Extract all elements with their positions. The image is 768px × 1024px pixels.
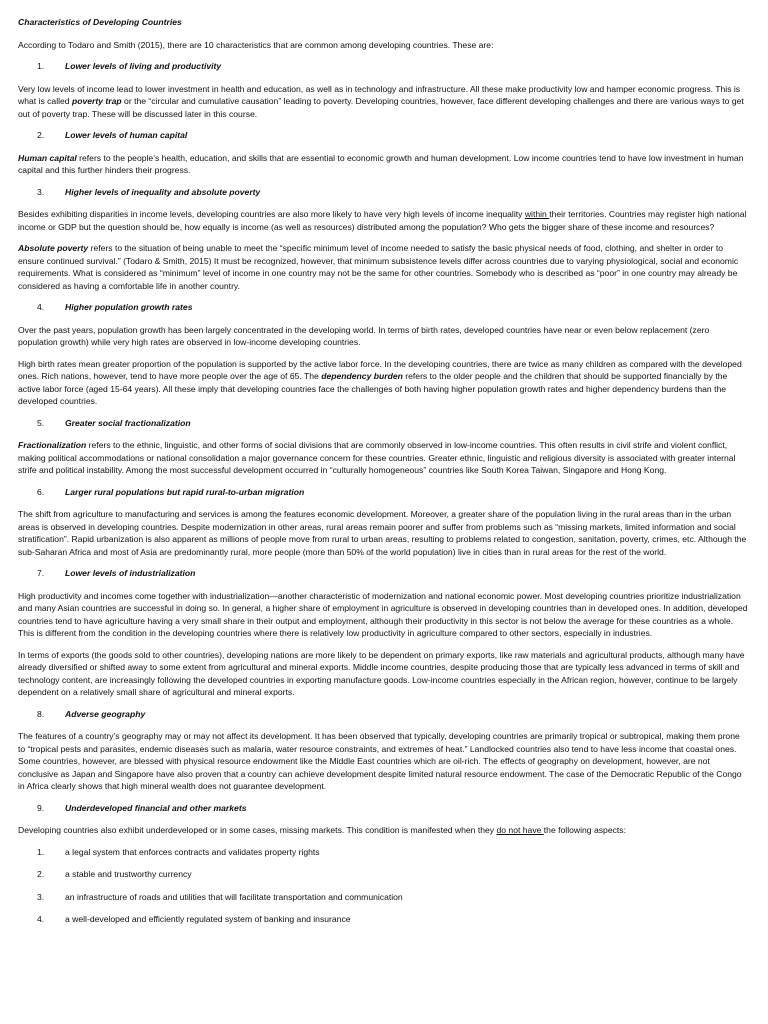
section-9-paragraph: Developing countries also exhibit underdeveloped or in some cases, missing markets. This condition is manifested when they do not have the following aspects: xyxy=(18,825,626,835)
section-heading-1: 1. Lower levels of living and productivity xyxy=(37,61,222,71)
section-7-paragraph-2: In terms of exports (the goods sold to other countries), developing nations are more likely to be dependent on primary exports, like raw materials and agricultural products, although many have already diversified or shifted away to some extent from agricultural and mineral exports. Middle income countries, despite producing those that are typically less advanced in terms of skill and technology content, are increasingly following the developed countries in exporting manufacture goods. Low-income countries especially in the African region, however, continue to be largely dependent on a relatively small share of agricultural and mineral exports. xyxy=(18,649,745,697)
section-5-paragraph: Fractionalization refers to the ethnic, linguistic, and other forms of social divisions that are commonly observed in low-income countries. This often results in civil strife and violent conflict, making political accommodations or national consolidation a major governance concern for these countries. Greater ethnic, linguistic and religious diversity is associated with greater internal strife and political instability. Among the most successful development occurred in “culturally homogeneous” countries like South Korea Taiwan, Singapore and Hong Kong. xyxy=(18,440,736,475)
section-heading-8: 8. Adverse geography xyxy=(37,708,146,719)
section-4-paragraph-1: Over the past years, population growth has been largely concentrated in the developing world. In terms of birth rates, developed countries have near or even below replacement (zero population growth) while very high rates are observed in low-income developing countries. xyxy=(18,324,710,347)
section-1-paragraph: Very low levels of income lead to lower investment in health and education, as well as in technology and infrastructure. All these make productivity low and hamper economic progress. This is what is called poverty trap or the “circular and cumulative causation” leading to poverty. Developing countries, however, face different developing challenges and there are various ways to get out of poverty trap. These will be discussed later in this course. xyxy=(18,83,744,119)
section-heading-2: 2. Lower levels of human capital xyxy=(37,130,188,140)
section-heading-7: 7. Lower levels of industrialization xyxy=(37,568,196,578)
list-item: 2. a stable and trustworthy currency xyxy=(37,869,192,879)
section-heading-4: 4. Higher population growth rates xyxy=(37,302,193,312)
list-item: 3. an infrastructure of roads and utilities that will facilitate transportation and communication xyxy=(37,891,403,902)
section-heading-6: 6. Larger rural populations but rapid rural-to-urban migration xyxy=(37,486,305,497)
section-3-paragraph-1: Besides exhibiting disparities in income levels, developing countries are also more likely to have very high levels of income inequality within their territories. Countries may register high national income or GDP but the question should be, how equally is income (as well as resources) distributed among the population? Who gets the bigger share of these income and resources? xyxy=(18,209,747,232)
intro-paragraph: According to Todaro and Smith (2015), there are 10 characteristics that are common among developing countries. These are: xyxy=(18,39,494,50)
document xyxy=(18,16,748,936)
list-item: 4. a well-developed and efficiently regulated system of banking and insurance xyxy=(37,914,351,924)
page-title: Characteristics of Developing Countries xyxy=(18,17,182,27)
section-heading-3: 3. Higher levels of inequality and absolute poverty xyxy=(37,186,261,197)
section-3-paragraph-2: Absolute poverty refers to the situation of being unable to meet the “specific minimum level of income needed to satisfy the basic physical needs of food, clothing, and shelter in order to ensure continued survival.” (Todaro & Smith, 2015) It must be recognized, however, that minimum subsistence levels differ across countries due to varying physiological, social and economic requirements. What is considered as “minimum” level of income in one country may not be the same for other countries. Somebody who is described as “poor” in one country may already be considered as having a comfortable life in another country. xyxy=(18,243,739,291)
section-7-paragraph-1: High productivity and incomes come together with industrialization—another characteristic of modernization and national economic power. Most developing countries prioritize industrialization and many Asian countries are successful in doing so. In general, a higher share of employment in agriculture is observed in developing countries than in developed ones. In addition, developed countries tend to have agriculture having a very small share in their output and employment, although their productivity in this sector is not below the average for these countries as a whole. This is different from the condition in the developing countries where there is relatively low productivity in agriculture compared to other sectors, especially in industries. xyxy=(18,590,748,638)
list-item: 1. a legal system that enforces contracts and validates property rights xyxy=(37,846,320,857)
section-8-paragraph: The features of a country’s geography may or may not affect its development. It has been observed that typically, developing countries are primarily tropical or subtropical, making them prone to “tropical pests and parasites, endemic diseases such as malaria, water resource constraints, and extremes of heat.” Landlocked countries also tend to have less income that coastal ones. Some countries, however, are blessed with physical resource endowment like the Middle East countries which are oil-rich. The effects of geography on development, however, are not conclusive as Japan and Singapore have also proven that a country can achieve development despite limited natural resource endowment. The case of the Democratic Republic of the Congo in Africa clearly shows that high mineral wealth does not guarantee development. xyxy=(18,731,742,791)
section-heading-5: 5. Greater social fractionalization xyxy=(37,417,191,428)
section-6-paragraph: The shift from agriculture to manufacturing and services is among the features economic development. Moreover, a greater share of the population living in the rural areas than in the urban areas is observed in developing countries. Despite modernization in other areas, rural areas remain poorer and suffer from problems such as “missing markets, limited information and social stratification”. Rapid urbanization is also apparent as millions of people move from rural to urban areas, resulting to problems related to congestion, sanitation, poverty, crimes, etc. Although the sub-Saharan Africa and most of Asia are predominantly rural, more people (more than 50% of the world population) live in cities than in rural areas for the rest of the world. xyxy=(18,509,747,557)
section-heading-9: 9. Underdeveloped financial and other markets xyxy=(37,802,247,813)
section-4-paragraph-2: High birth rates mean greater proportion of the population is supported by the active labor force. In the developing countries, there are twice as many children as compared with the developed ones. Rich nations, however, tend to have more people over the age of 65. The dependency burden refers to the older people and the children that should be supported financially by the active labor force (aged 15-64 years). All these imply that developing countries face the challenges of both having higher population growth rates and higher dependency burdens than the developed countries. xyxy=(18,358,742,406)
section-2-paragraph: Human capital refers to the people’s health, education, and skills that are essential to economic growth and human development. Low income countries tend to have low investment in human capital and this further hinders their progress. xyxy=(18,152,744,175)
